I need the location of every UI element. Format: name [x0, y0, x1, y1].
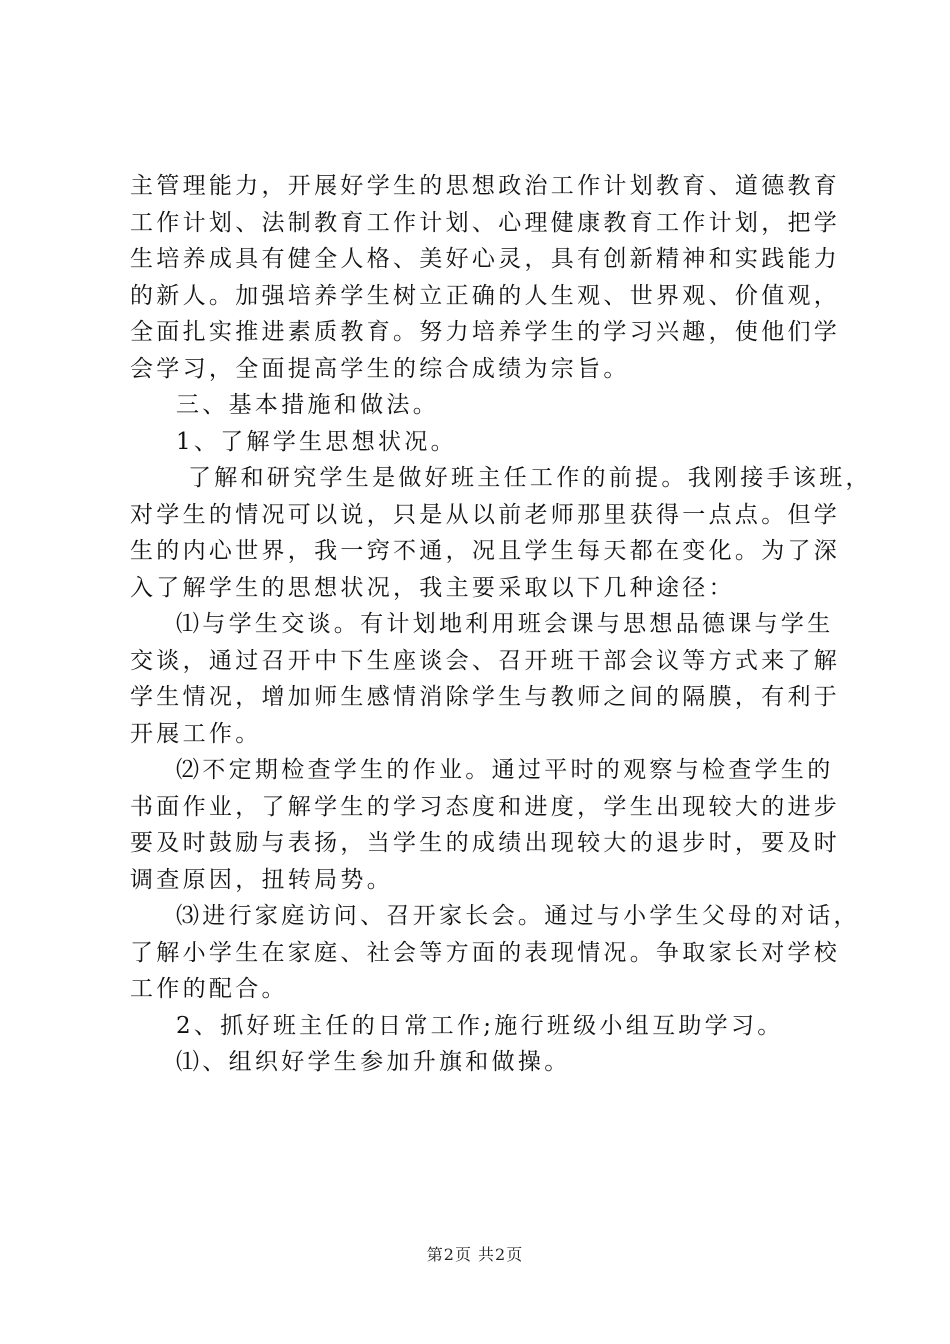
text-line: 开展工作。	[130, 720, 262, 747]
text-line: 入了解学生的思想状况，我主要采取以下几种途径：	[130, 574, 735, 601]
text-line: 全面扎实推进素质教育。努力培养学生的学习兴趣，使他们学	[130, 319, 841, 345]
text-line: 了解和研究学生是做好班主任工作的前提。我刚接手该班，	[188, 465, 872, 491]
text-line: 会学习，全面提高学生的综合成绩为宗旨。	[130, 355, 630, 382]
text-line: 主管理能力，开展好学生的思想政治工作计划教育、道德教育	[130, 173, 841, 199]
text-line: 工作计划、法制教育工作计划、心理健康教育工作计划，把学	[130, 209, 841, 236]
text-line: 了解小学生在家庭、社会等方面的表现情况。争取家长对学校	[130, 939, 841, 966]
list-item-line: ⑵不定期检查学生的作业。通过平时的观察与检查学生的	[176, 757, 834, 783]
text-line: 调查原因，扭转局势。	[130, 866, 393, 893]
section-heading: 三、基本措施和做法。	[176, 392, 439, 418]
text-line: 生的内心世界，我一窍不通，况且学生每天都在变化。为了深	[130, 538, 841, 564]
page-number-footer: 第2页 共2页	[426, 1245, 524, 1264]
list-item-line: ⑶进行家庭访问、召开家长会。通过与小学生父母的对话，	[176, 903, 860, 929]
text-line: 学生情况，增加师生感情消除学生与教师之间的隔膜，有利于	[130, 684, 841, 710]
text-line: 书面作业，了解学生的学习态度和进度，学生出现较大的进步	[130, 793, 841, 820]
text-line: 对学生的情况可以说，只是从以前老师那里获得一点点。但学	[130, 501, 841, 528]
list-item-line: ⑴与学生交谈。有计划地利用班会课与思想品德课与学生	[176, 611, 834, 637]
subsection-heading: 1、了解学生思想状况。	[176, 428, 457, 455]
text-line: 工作的配合。	[130, 976, 288, 1002]
text-line: 生培养成具有健全人格、美好心灵，具有创新精神和实践能力	[130, 246, 841, 272]
text-line: 的新人。加强培养学生树立正确的人生观、世界观、价值观，	[130, 282, 841, 309]
document-body	[130, 168, 872, 1081]
text-line: 交谈，通过召开中下生座谈会、召开班干部会议等方式来了解	[130, 647, 841, 674]
list-item-line: ⑴、组织好学生参加升旗和做操。	[176, 1049, 571, 1075]
text-line: 要及时鼓励与表扬，当学生的成绩出现较大的退步时，要及时	[130, 830, 841, 856]
subsection-heading: 2、抓好班主任的日常工作;施行班级小组互助学习。	[176, 1012, 784, 1039]
